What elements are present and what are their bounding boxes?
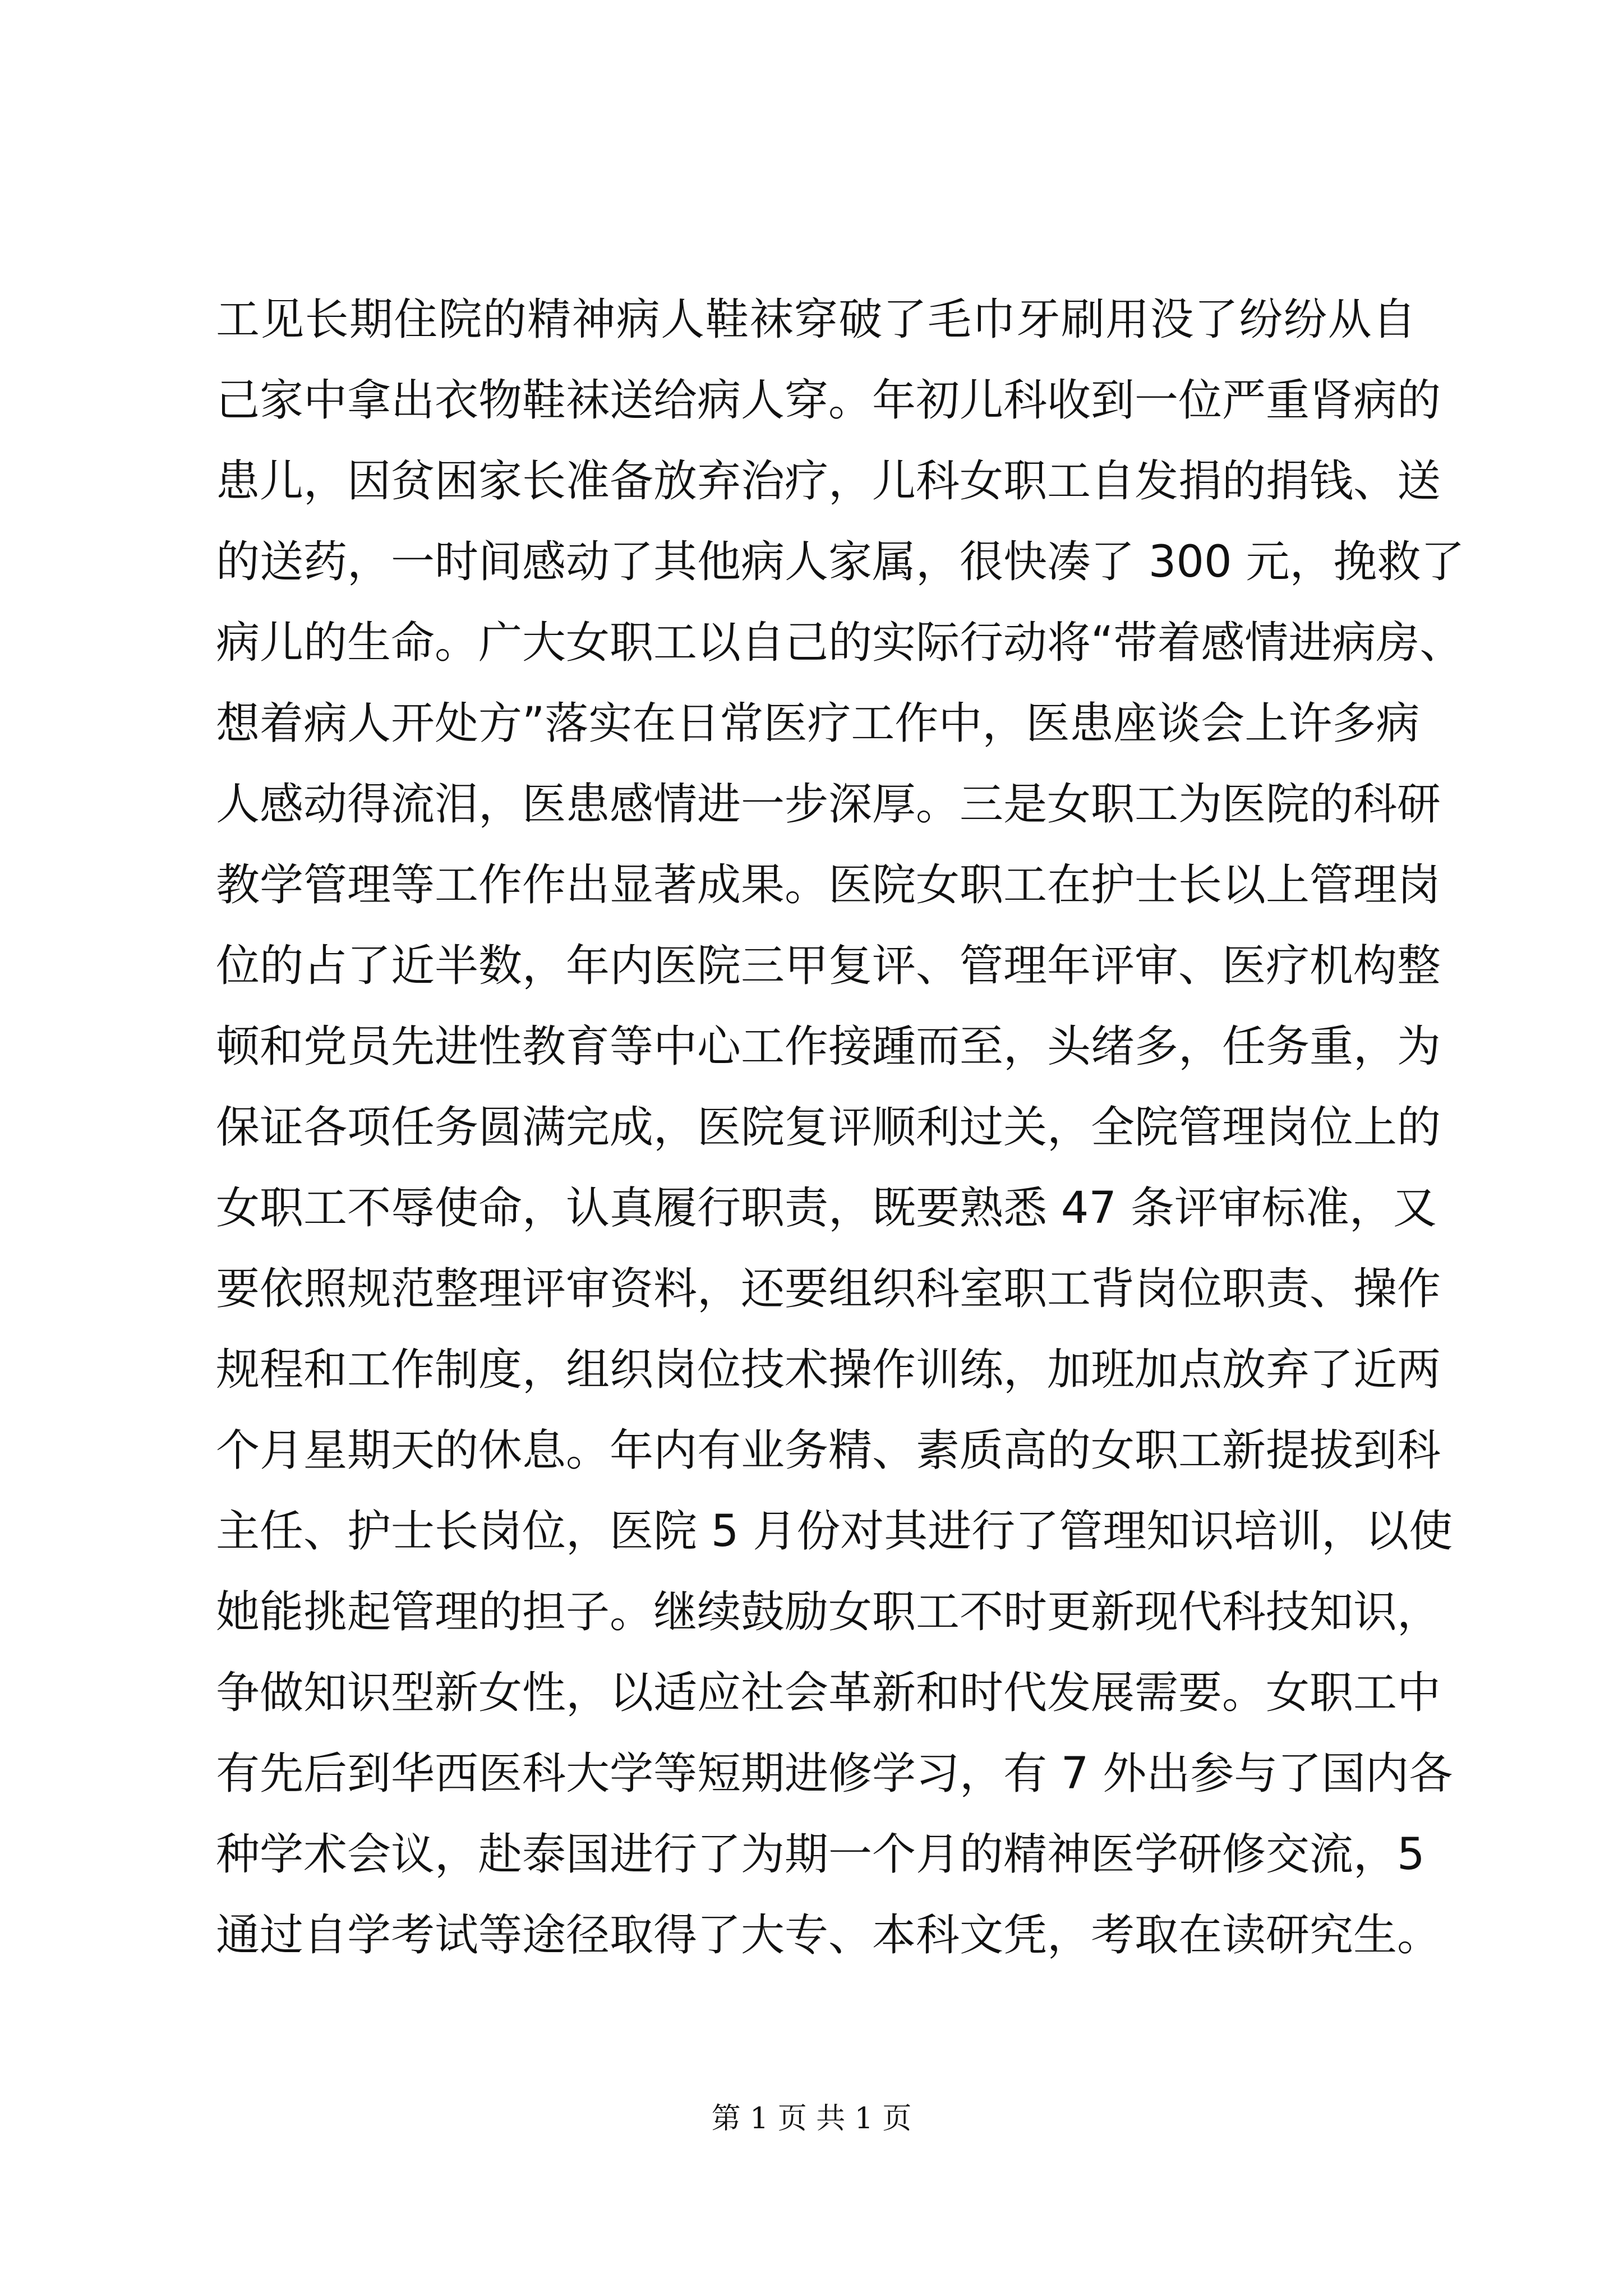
text-line: 要依照规范整理评审资料，还要组织科室职工背岗位职责、操作 xyxy=(216,1264,1441,1314)
text-line: 教学管理等工作作出显著成果。医院女职工在护士长以上管理岗 xyxy=(216,860,1441,910)
text-line: 保证各项任务圆满完成，医院复评顺利过关，全院管理岗位上的 xyxy=(216,1102,1441,1153)
text-line: 种学术会议，赴泰国进行了为期一个月的精神医学研修交流，5 xyxy=(216,1829,1425,1880)
text-line: 位的占了近半数，年内医院三甲复评、管理年评审、医疗机构整 xyxy=(216,941,1441,991)
text-line: 女职工不辱使命，认真履行职责，既要熟悉 47 条评审标准，又 xyxy=(216,1183,1437,1234)
body-text xyxy=(216,279,1465,1976)
text-line: 己家中拿出衣物鞋袜送给病人穿。年初儿科收到一位严重肾病的 xyxy=(216,375,1441,426)
text-line: 通过自学考试等途径取得了大专、本科文凭，考取在读研究生。 xyxy=(216,1910,1441,1961)
text-line: 个月星期天的休息。年内有业务精、素质高的女职工新提拔到科 xyxy=(216,1425,1441,1476)
text-line: 工见长期住院的精神病人鞋袜穿破了毛巾牙刷用没了纷纷从自 xyxy=(216,295,1416,345)
text-line: 人感动得流泪，医患感情进一步深厚。三是女职工为医院的科研 xyxy=(216,779,1441,830)
text-line: 主任、护士长岗位，医院 5 月份对其进行了管理知识培训，以使 xyxy=(216,1506,1453,1557)
text-line: 她能挑起管理的担子。继续鼓励女职工不时更新现代科技知识， xyxy=(216,1587,1441,1637)
text-line: 争做知识型新女性，以适应社会革新和时代发展需要。女职工中 xyxy=(216,1668,1441,1718)
text-line: 想着病人开处方”落实在日常医疗工作中，医患座谈会上许多病 xyxy=(216,698,1420,749)
text-line: 规程和工作制度，组织岗位技术操作训练，加班加点放弃了近两 xyxy=(216,1345,1441,1395)
text-line: 顿和党员先进性教育等中心工作接踵而至，头绪多，任务重，为 xyxy=(216,1022,1441,1072)
text-line: 病儿的生命。广大女职工以自己的实际行动将“带着感情进病房、 xyxy=(216,618,1464,668)
text-line: 有先后到华西医科大学等短期进修学习，有 7 外出参与了国内各 xyxy=(216,1749,1453,1799)
page-footer: 第 1 页 共 1 页 xyxy=(711,2102,912,2136)
text-line: 患儿，因贫困家长准备放弃治疗，儿科女职工自发捐的捐钱、送 xyxy=(216,456,1441,507)
text-line: 的送药，一时间感动了其他病人家属，很快凑了 300 元，挽救了 xyxy=(216,537,1465,587)
